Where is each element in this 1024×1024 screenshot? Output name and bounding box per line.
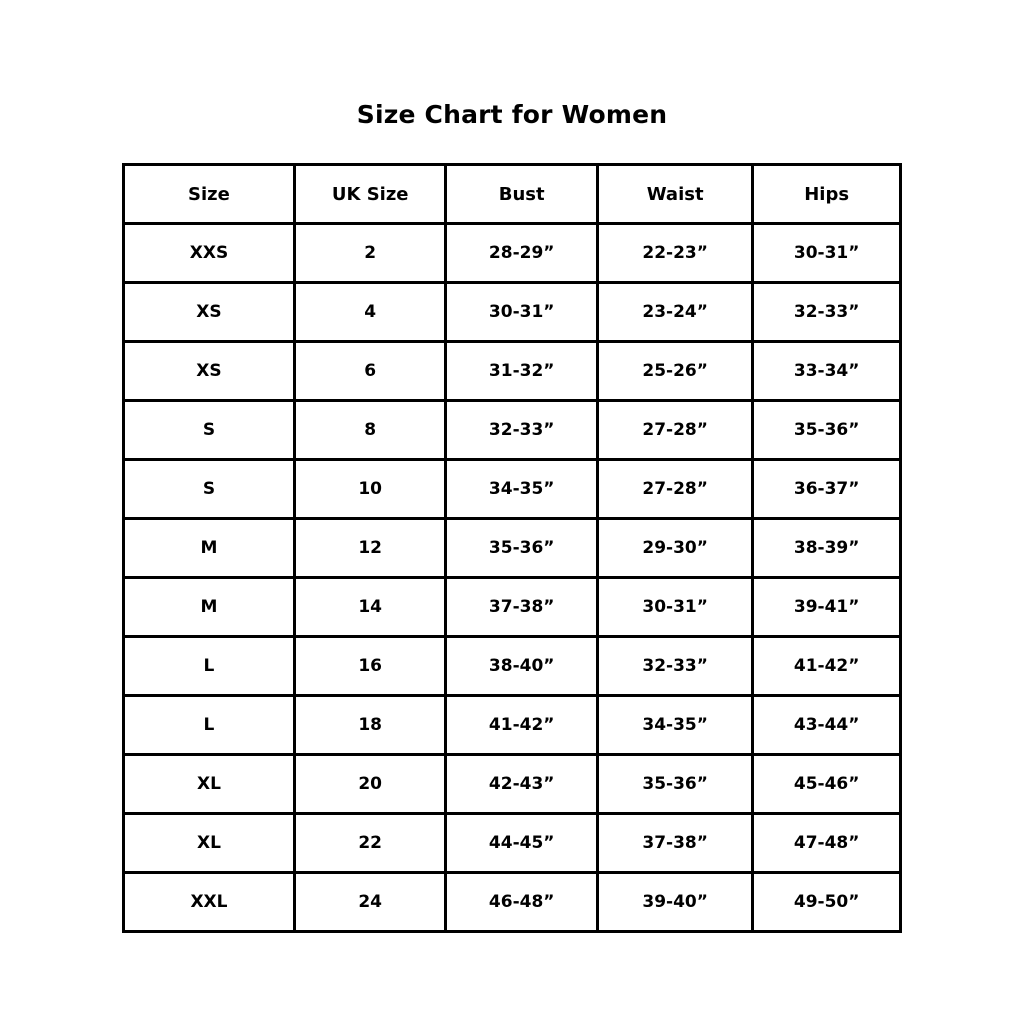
table-row — [124, 578, 901, 637]
table-row — [124, 755, 901, 814]
cell-bust: 42-43” — [446, 755, 598, 814]
cell-size: XS — [124, 283, 295, 342]
cell-uk-size: 4 — [294, 283, 446, 342]
cell-waist: 34-35” — [597, 696, 752, 755]
cell-size: XL — [124, 755, 295, 814]
size-chart-table — [122, 163, 902, 933]
cell-bust: 41-42” — [446, 696, 598, 755]
table-header — [124, 165, 901, 224]
cell-uk-size: 12 — [294, 519, 446, 578]
cell-waist: 22-23” — [597, 224, 752, 283]
page-title: Size Chart for Women — [356, 100, 668, 129]
cell-waist: 23-24” — [597, 283, 752, 342]
table-row — [124, 519, 901, 578]
cell-hips: 32-33” — [753, 283, 901, 342]
column-header-waist: Waist — [597, 165, 752, 224]
cell-bust: 38-40” — [446, 637, 598, 696]
table-row — [124, 696, 901, 755]
cell-waist: 30-31” — [597, 578, 752, 637]
column-header-hips: Hips — [753, 165, 901, 224]
column-header-size: Size — [124, 165, 295, 224]
cell-uk-size: 6 — [294, 342, 446, 401]
table-row — [124, 401, 901, 460]
cell-bust: 28-29” — [446, 224, 598, 283]
cell-bust: 32-33” — [446, 401, 598, 460]
cell-size: M — [124, 519, 295, 578]
cell-hips: 30-31” — [753, 224, 901, 283]
table-body — [124, 224, 901, 932]
cell-size: XXS — [124, 224, 295, 283]
cell-waist: 27-28” — [597, 460, 752, 519]
cell-hips: 33-34” — [753, 342, 901, 401]
cell-bust: 44-45” — [446, 814, 598, 873]
cell-waist: 39-40” — [597, 873, 752, 932]
cell-hips: 35-36” — [753, 401, 901, 460]
cell-waist: 25-26” — [597, 342, 752, 401]
cell-bust: 34-35” — [446, 460, 598, 519]
cell-size: L — [124, 637, 295, 696]
table-row — [124, 873, 901, 932]
size-chart-table-wrapper — [122, 163, 902, 933]
cell-hips: 47-48” — [753, 814, 901, 873]
column-header-bust: Bust — [446, 165, 598, 224]
table-row — [124, 342, 901, 401]
cell-uk-size: 16 — [294, 637, 446, 696]
cell-bust: 35-36” — [446, 519, 598, 578]
cell-uk-size: 8 — [294, 401, 446, 460]
column-header-uk-size: UK Size — [294, 165, 446, 224]
cell-bust: 46-48” — [446, 873, 598, 932]
cell-hips: 49-50” — [753, 873, 901, 932]
cell-uk-size: 14 — [294, 578, 446, 637]
cell-size: S — [124, 460, 295, 519]
cell-hips: 41-42” — [753, 637, 901, 696]
cell-uk-size: 2 — [294, 224, 446, 283]
cell-uk-size: 18 — [294, 696, 446, 755]
cell-bust: 37-38” — [446, 578, 598, 637]
cell-uk-size: 24 — [294, 873, 446, 932]
cell-waist: 27-28” — [597, 401, 752, 460]
cell-hips: 36-37” — [753, 460, 901, 519]
table-row — [124, 283, 901, 342]
cell-uk-size: 10 — [294, 460, 446, 519]
cell-hips: 38-39” — [753, 519, 901, 578]
cell-uk-size: 22 — [294, 814, 446, 873]
cell-bust: 31-32” — [446, 342, 598, 401]
cell-waist: 37-38” — [597, 814, 752, 873]
table-row — [124, 637, 901, 696]
cell-size: M — [124, 578, 295, 637]
cell-hips: 45-46” — [753, 755, 901, 814]
table-row — [124, 224, 901, 283]
cell-hips: 43-44” — [753, 696, 901, 755]
table-header-row — [124, 165, 901, 224]
table-row — [124, 814, 901, 873]
cell-hips: 39-41” — [753, 578, 901, 637]
cell-size: S — [124, 401, 295, 460]
cell-waist: 35-36” — [597, 755, 752, 814]
cell-size: XS — [124, 342, 295, 401]
cell-size: XL — [124, 814, 295, 873]
cell-waist: 32-33” — [597, 637, 752, 696]
table-row — [124, 460, 901, 519]
cell-bust: 30-31” — [446, 283, 598, 342]
cell-uk-size: 20 — [294, 755, 446, 814]
cell-waist: 29-30” — [597, 519, 752, 578]
cell-size: L — [124, 696, 295, 755]
cell-size: XXL — [124, 873, 295, 932]
